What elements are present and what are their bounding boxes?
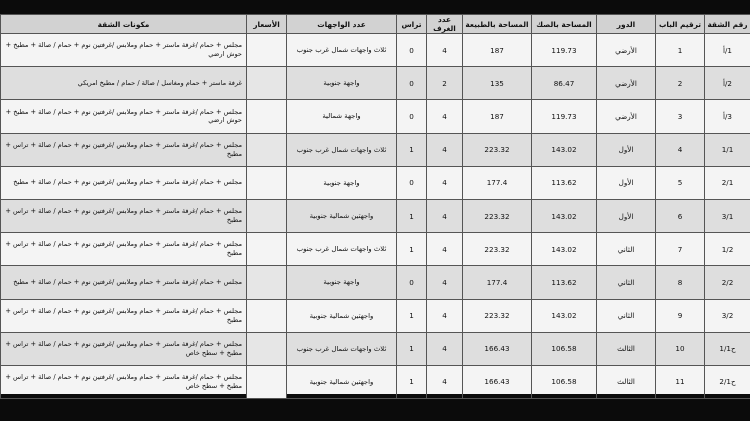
cell-deed-area: 119.73 [532,100,597,133]
cell-terrace: 1 [397,299,427,332]
cell-rooms: 4 [427,100,463,133]
cell-rooms: 4 [427,299,463,332]
cell-terrace: 1 [397,365,427,398]
cell-terrace: 1 [397,133,427,166]
cell-floor: الثاني [597,266,656,299]
cell-unit-no: ح1/1 [705,332,750,365]
cell-actual-area: 166.43 [463,365,532,398]
cell-facades: واجهتين شمالية جنوبية [287,199,397,232]
cell-deed-area: 143.02 [532,299,597,332]
cell-price [247,332,287,365]
cell-door-no: 7 [656,233,705,266]
cell-components: مجلس + حمام /غرفة ماستر + حمام وملابس /غرفتين نوم + حمام / صالة + تراس + مطبخ + سطح خاص [1,332,247,365]
cell-door-no: 1 [656,34,705,67]
cell-unit-no: 3/1 [705,199,750,232]
header-actual-area: المساحة بالطبيعة [463,15,532,34]
cell-deed-area: 143.02 [532,233,597,266]
cell-price [247,365,287,398]
cell-terrace: 0 [397,34,427,67]
cell-unit-no: 3/أ [705,100,750,133]
cell-deed-area: 113.62 [532,266,597,299]
table-row [1,365,750,398]
table-row [1,266,750,299]
cell-rooms: 4 [427,199,463,232]
cell-components: مجلس + حمام /غرفة ماستر + حمام وملابس /غرفتين نوم + حمام / صالة + تراس + مطبخ [1,233,247,266]
cell-facades: واجهة جنوبية [287,166,397,199]
cell-door-no: 5 [656,166,705,199]
header-unit-no: رقم الشقة [705,15,750,34]
cell-price [247,199,287,232]
cell-unit-no: 1/أ [705,34,750,67]
cell-facades: واجهة جنوبية [287,266,397,299]
header-terrace: تراس [397,15,427,34]
cell-floor: الثالث [597,365,656,398]
cell-floor: الثاني [597,299,656,332]
cell-facades: واجهة جنوبية [287,67,397,100]
cell-door-no: 2 [656,67,705,100]
table-row [1,199,750,232]
cell-deed-area: 106.58 [532,332,597,365]
cell-components: مجلس + حمام /غرفة ماستر + حمام وملابس /غرفتين نوم + حمام / صالة + تراس + مطبخ [1,199,247,232]
cell-actual-area: 223.32 [463,299,532,332]
table-row [1,34,750,67]
cell-components: غرفة ماستر + حمام ومغاسل / صالة / حمام / مطبخ امريكي [1,67,247,100]
cell-actual-area: 177.4 [463,266,532,299]
cell-floor: الثاني [597,233,656,266]
cell-floor: الأرضي [597,34,656,67]
cell-terrace: 0 [397,100,427,133]
cell-floor: الأرضي [597,100,656,133]
header-facades: عدد الواجهات [287,15,397,34]
cell-door-no: 8 [656,266,705,299]
cell-price [247,67,287,100]
cell-actual-area: 177.4 [463,166,532,199]
cell-floor: الأول [597,166,656,199]
cell-facades: واجهة شمالية [287,100,397,133]
apartment-units-table [0,14,750,399]
cell-deed-area: 119.73 [532,34,597,67]
cell-rooms: 4 [427,266,463,299]
cell-door-no: 6 [656,199,705,232]
cell-rooms: 4 [427,166,463,199]
cell-actual-area: 166.43 [463,332,532,365]
cell-door-no: 11 [656,365,705,398]
cell-rooms: 4 [427,133,463,166]
cell-actual-area: 223.32 [463,133,532,166]
cell-rooms: 4 [427,34,463,67]
table-row [1,233,750,266]
cell-price [247,166,287,199]
table-row [1,133,750,166]
cell-unit-no: 1/1 [705,133,750,166]
cell-components: مجلس + حمام /غرفة ماستر + حمام وملابس /غرفتين نوم + حمام / صالة + مطبخ [1,166,247,199]
cell-unit-no: 2/2 [705,266,750,299]
cell-door-no: 3 [656,100,705,133]
cell-actual-area: 135 [463,67,532,100]
cell-price [247,299,287,332]
cell-deed-area: 143.02 [532,199,597,232]
cell-rooms: 4 [427,365,463,398]
units-sheet [0,14,750,394]
cell-floor: الأرضي [597,67,656,100]
table-row [1,332,750,365]
cell-door-no: 10 [656,332,705,365]
cell-actual-area: 187 [463,100,532,133]
cell-deed-area: 143.02 [532,133,597,166]
header-rooms: عدد الغرف [427,15,463,34]
cell-unit-no: ح2/1 [705,365,750,398]
cell-components: مجلس + حمام /غرفة ماستر + حمام وملابس /غرفتين نوم + حمام / صالة + مطبخ + حوش ارضي [1,100,247,133]
cell-facades: ثلاث واجهات شمال غرب جنوب [287,34,397,67]
cell-price [247,133,287,166]
table-header-row [1,15,750,34]
cell-terrace: 1 [397,233,427,266]
cell-rooms: 4 [427,233,463,266]
table-row [1,299,750,332]
cell-price [247,233,287,266]
cell-unit-no: 2/أ [705,67,750,100]
cell-components: مجلس + حمام /غرفة ماستر + حمام وملابس /غرفتين نوم + حمام / صالة + تراس + مطبخ + سطح خاص [1,365,247,398]
cell-floor: الثالث [597,332,656,365]
cell-actual-area: 187 [463,34,532,67]
cell-components: مجلس + حمام /غرفة ماستر + حمام وملابس /غرفتين نوم + حمام / صالة + تراس + مطبخ [1,133,247,166]
cell-components: مجلس + حمام /غرفة ماستر + حمام وملابس /غرفتين نوم + حمام / صالة + مطبخ + حوش ارضي [1,34,247,67]
cell-actual-area: 223.32 [463,199,532,232]
cell-unit-no: 3/2 [705,299,750,332]
header-prices: الأسعار [247,15,287,34]
header-components: مكونات الشقة [1,15,247,34]
cell-deed-area: 106.58 [532,365,597,398]
cell-floor: الأول [597,199,656,232]
table-row [1,166,750,199]
cell-facades: ثلاث واجهات شمال غرب جنوب [287,133,397,166]
cell-rooms: 2 [427,67,463,100]
table-row [1,67,750,100]
cell-unit-no: 1/2 [705,233,750,266]
cell-door-no: 9 [656,299,705,332]
table-row [1,100,750,133]
cell-components: مجلس + حمام /غرفة ماستر + حمام وملابس /غرفتين نوم + حمام / صالة + تراس + مطبخ [1,299,247,332]
cell-floor: الأول [597,133,656,166]
cell-price [247,266,287,299]
cell-deed-area: 86.47 [532,67,597,100]
cell-price [247,100,287,133]
cell-door-no: 4 [656,133,705,166]
cell-facades: واجهتين شمالية جنوبية [287,299,397,332]
cell-facades: واجهتين شمالية جنوبية [287,365,397,398]
table-body [1,34,750,399]
cell-terrace: 1 [397,199,427,232]
cell-deed-area: 113.62 [532,166,597,199]
cell-terrace: 1 [397,332,427,365]
header-deed-area: المساحة بالصك [532,15,597,34]
header-floor: الدور [597,15,656,34]
cell-price [247,34,287,67]
cell-facades: ثلاث واجهات شمال غرب جنوب [287,332,397,365]
cell-actual-area: 223.32 [463,233,532,266]
cell-terrace: 0 [397,266,427,299]
cell-terrace: 0 [397,67,427,100]
cell-unit-no: 2/1 [705,166,750,199]
header-door-no: ترقيم الباب [656,15,705,34]
cell-rooms: 4 [427,332,463,365]
cell-terrace: 0 [397,166,427,199]
cell-components: مجلس + حمام /غرفة ماستر + حمام وملابس /غرفتين نوم + حمام / صالة + مطبخ [1,266,247,299]
cell-facades: ثلاث واجهات شمال غرب جنوب [287,233,397,266]
